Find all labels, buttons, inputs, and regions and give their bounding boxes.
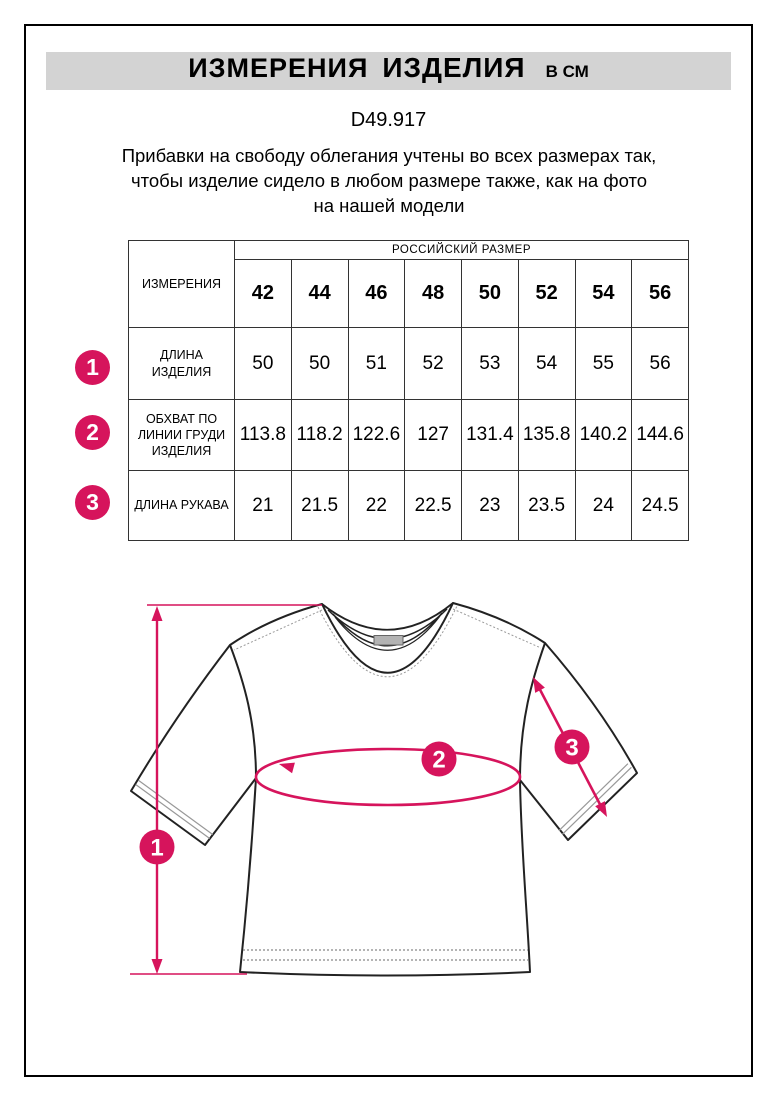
value-cell: 50 — [291, 328, 348, 400]
value-cell: 50 — [235, 328, 292, 400]
size-cell: 46 — [348, 260, 405, 328]
size-cell: 42 — [235, 260, 292, 328]
value-cell: 54 — [518, 328, 575, 400]
value-cell: 23 — [462, 471, 519, 541]
row-label: ОБХВАТ ПО ЛИНИИ ГРУДИ ИЗДЕЛИЯ — [129, 400, 235, 471]
size-cell: 50 — [462, 260, 519, 328]
value-cell: 53 — [462, 328, 519, 400]
fit-description-line: на нашей модели — [313, 195, 465, 216]
title-band — [46, 52, 731, 90]
tshirt-outline — [131, 603, 637, 976]
value-cell: 140.2 — [575, 400, 632, 471]
title-word-product: ИЗДЕЛИЯ — [382, 52, 526, 83]
length-arrowhead-top — [152, 606, 163, 621]
length-arrowhead-bottom — [152, 959, 163, 974]
russian-size-header-cell: РОССИЙСКИЙ РАЗМЕР — [235, 241, 689, 260]
title-word-measurements: ИЗМЕРЕНИЯ — [188, 53, 369, 83]
title-unit: В СМ — [545, 62, 589, 81]
value-cell: 51 — [348, 328, 405, 400]
marker-3-badge: 3 — [75, 485, 110, 520]
measurements-header-cell: ИЗМЕРЕНИЯ — [129, 241, 235, 328]
tshirt-technical-drawing — [110, 575, 680, 1005]
value-cell: 21.5 — [291, 471, 348, 541]
fit-description — [60, 143, 718, 218]
value-cell: 24 — [575, 471, 632, 541]
row-label: ДЛИНА РУКАВА — [129, 471, 235, 541]
value-cell: 21 — [235, 471, 292, 541]
table-row-chest — [129, 400, 689, 471]
size-cell: 54 — [575, 260, 632, 328]
marker-2-badge: 2 — [75, 415, 110, 450]
size-cell: 56 — [632, 260, 689, 328]
value-cell: 127 — [405, 400, 462, 471]
neck-label — [374, 636, 403, 646]
table-row-length — [129, 328, 689, 400]
value-cell: 24.5 — [632, 471, 689, 541]
diagram-marker-2-number: 2 — [432, 746, 446, 774]
fit-description-line: чтобы изделие сидело в любом размере также, как на фото — [130, 170, 648, 191]
value-cell: 22 — [348, 471, 405, 541]
fit-description-line: Прибавки на свободу облегания учтены во всех размерах так, — [121, 145, 657, 166]
value-cell: 135.8 — [518, 400, 575, 471]
value-cell: 131.4 — [462, 400, 519, 471]
value-cell: 113.8 — [235, 400, 292, 471]
value-cell: 52 — [405, 328, 462, 400]
marker-1-badge: 1 — [75, 350, 110, 385]
diagram-marker-3-number: 3 — [565, 734, 579, 762]
product-code: D49.917 — [350, 109, 427, 131]
size-table — [128, 240, 689, 541]
value-cell: 118.2 — [291, 400, 348, 471]
collar-back-line-2 — [328, 609, 447, 639]
value-cell: 23.5 — [518, 471, 575, 541]
value-cell: 55 — [575, 328, 632, 400]
size-cell: 52 — [518, 260, 575, 328]
table-row-sleeve — [129, 471, 689, 541]
size-cell: 48 — [405, 260, 462, 328]
row-label: ДЛИНА ИЗДЕЛИЯ — [129, 328, 235, 400]
value-cell: 122.6 — [348, 400, 405, 471]
value-cell: 144.6 — [632, 400, 689, 471]
value-cell: 56 — [632, 328, 689, 400]
value-cell: 22.5 — [405, 471, 462, 541]
diagram-marker-1-number: 1 — [150, 834, 164, 862]
size-cell: 44 — [291, 260, 348, 328]
